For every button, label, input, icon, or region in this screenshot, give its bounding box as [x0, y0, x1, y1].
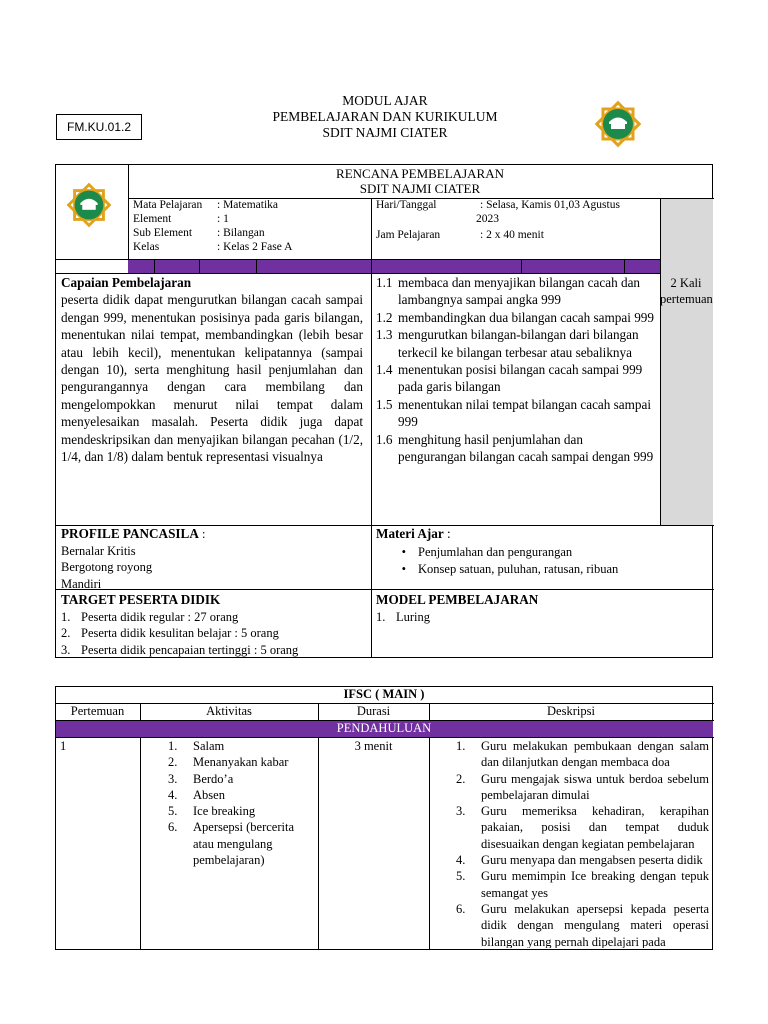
school-logo: [592, 98, 644, 150]
target-item: Peserta didik regular : 27 orang: [81, 609, 239, 624]
info-label: Mata Pelajaran: [133, 199, 203, 211]
capaian-text: peserta didik dapat mengurutkan bilangan cacah sampai dengan 999, menentukan posisinya pada garis bilangan, menentukan nilai tempat, membandingkan (lebih besar atau lebih kecil), menentukan kelipatannya (sampai dengan 10), serta menghitung hasil penjumlahan dan pengurangannya dengan cara membilang dan mengelompokkan menurut nilai tempat dalam menyelesaikan masalah. Peserta didik juga dapat mendeskripsikan dan menyajikan bilangan pecahan (1/2, 1/4, dan 1/8) dalam bentuk representasi visualnya: [61, 292, 363, 465]
profile-item: Mandiri: [61, 576, 102, 591]
target-item: Peserta didik kesulitan belajar : 5 orang: [81, 626, 279, 640]
aktivitas-item: 4. Absen: [168, 787, 225, 802]
hari-label: Hari/Tanggal: [376, 199, 437, 211]
profile-item: Bergotong royong: [61, 560, 153, 574]
col-header-aktivitas: Aktivitas: [206, 704, 252, 718]
title-line-1: MODUL AJAR: [342, 93, 428, 108]
col-header-durasi: Durasi: [356, 704, 391, 718]
profile-item: Bernalar Kritis: [61, 543, 136, 558]
section-pendahuluan: PENDAHULUAN: [336, 721, 432, 735]
deskripsi-item: 2. Guru mengajak siswa untuk berdoa sebelum pembelajaran dimulai: [456, 771, 709, 802]
subject-info: [133, 198, 368, 254]
schedule-info: [376, 198, 658, 242]
ifsc-title: IFSC ( MAIN ): [343, 687, 425, 701]
table-school-logo: [64, 180, 114, 230]
col-header-deskripsi: Deskripsi: [547, 704, 595, 718]
profile-cell: PROFILE PANCASILA : Bernalar Kritis Bergotong royong Mandiri: [61, 526, 366, 592]
aktivitas-item: 2. Menanyakan kabar: [168, 755, 289, 770]
deskripsi-item: 6. Guru melakukan apersepsi kepada peserta didik dengan mengulang materi operasi bilangan yang pernah dipelajari pada: [456, 901, 709, 948]
target-item: Peserta didik pencapaian tertinggi : 5 orang: [81, 642, 299, 657]
target-title: TARGET PESERTA DIDIK: [61, 592, 221, 607]
jam-value: : 2 x 40 menit: [480, 229, 544, 241]
materi-item: • Konsep satuan, puluhan, ratusan, ribuan: [401, 561, 619, 576]
deskripsi-item: 1. Guru melakukan pembukaan dengan salam dan dilanjutkan dengan membaca doa: [456, 739, 709, 770]
aktivitas-item: 3. Berdo’a: [168, 771, 234, 786]
pertemuan-number: 1: [60, 739, 67, 753]
info-label: Sub Element: [133, 227, 193, 239]
deskripsi-list: [456, 738, 709, 948]
target-cell: TARGET PESERTA DIDIK 1. Peserta didik regular : 27 orang 2. Peserta didik kesulitan belajar : 5 orang 3. Peserta didik pencapaian tertinggi : 5 orang: [61, 592, 366, 658]
form-code: FM.KU.01.2: [56, 114, 142, 140]
hari-value-year: 2023: [476, 213, 499, 225]
tujuan-item: 1.1 membaca dan menyajikan bilangan cacah dan lambangnya sampai angka 999: [376, 275, 641, 308]
gray-column: [661, 198, 713, 525]
plan-title-line-1: RENCANA PEMBELAJARAN: [336, 166, 504, 181]
aktivitas-item: 5. Ice breaking: [168, 804, 256, 819]
tujuan-item: 1.2 membandingkan dua bilangan cacah sampai 999: [376, 309, 654, 325]
materi-title: Materi Ajar: [376, 526, 444, 541]
tujuan-item: 1.3 mengurutkan bilangan-bilangan dari bilangan terkecil ke bilangan terbesar atau sebaliknya: [376, 327, 639, 360]
plan-title-line-2: SDIT NAJMI CIATER: [359, 181, 481, 196]
title-line-2: PEMBELAJARAN DAN KURIKULUM: [272, 109, 498, 124]
materi-cell: Materi Ajar : • Penjumlahan dan pengurangan • Konsep satuan, puluhan, ratusan, ribuan: [376, 526, 706, 578]
capaian-title: Capaian Pembelajaran: [61, 275, 192, 290]
model-title: MODEL PEMBELAJARAN: [376, 592, 539, 607]
deskripsi-item: 3. Guru memeriksa kehadiran, kerapihan pakaian, posisi dan tempat duduk disesuaikan dengan kegiatan pembelajaran: [456, 804, 709, 851]
plan-title: [128, 164, 712, 196]
durasi-value: 3 menit: [354, 739, 393, 753]
document-title: [230, 93, 540, 141]
tujuan-item: 1.4 menentukan posisi bilangan cacah sampai 999 pada garis bilangan: [376, 362, 643, 395]
aktivitas-item: 1. Salam: [168, 739, 225, 753]
col-header-pertemuan: Pertemuan: [70, 704, 125, 718]
aktivitas-list: [168, 738, 313, 868]
profile-title: PROFILE PANCASILA: [61, 526, 199, 541]
jam-label: Jam Pelajaran: [376, 229, 441, 241]
hari-value: : Selasa, Kamis 01,03 Agustus: [480, 199, 620, 211]
capaian-cell: [61, 274, 363, 465]
info-value: : Bilangan: [217, 227, 265, 239]
info-label: Element: [133, 213, 172, 225]
materi-item: • Penjumlahan dan pengurangan: [401, 544, 573, 559]
tujuan-list: [376, 274, 654, 465]
deskripsi-item: 5. Guru memimpin Ice breaking dengan tepuk semangat yes: [456, 869, 709, 900]
title-line-3: SDIT NAJMI CIATER: [322, 125, 448, 140]
aktivitas-item: 6. Apersepsi (bercerita atau mengulang pembelajaran): [168, 820, 294, 868]
tujuan-item: 1.6 menghitung hasil penjumlahan dan pengurangan bilangan cacah sampai dengan 999: [376, 431, 654, 465]
deskripsi-item: 4. Guru menyapa dan mengabsen peserta didik: [456, 853, 703, 868]
model-item: Luring: [396, 609, 431, 624]
info-label: Kelas: [133, 241, 160, 253]
tujuan-item: 1.5 menentukan nilai tempat bilangan cacah sampai 999: [376, 396, 652, 430]
purple-band: [128, 259, 660, 273]
model-cell: MODEL PEMBELAJARAN 1. Luring: [376, 592, 706, 625]
info-value: : Kelas 2 Fase A: [217, 241, 293, 253]
info-value: : Matematika: [217, 199, 278, 211]
pertemuan-count: 2 Kali pertemuan: [660, 276, 713, 306]
info-value: : 1: [217, 213, 229, 225]
